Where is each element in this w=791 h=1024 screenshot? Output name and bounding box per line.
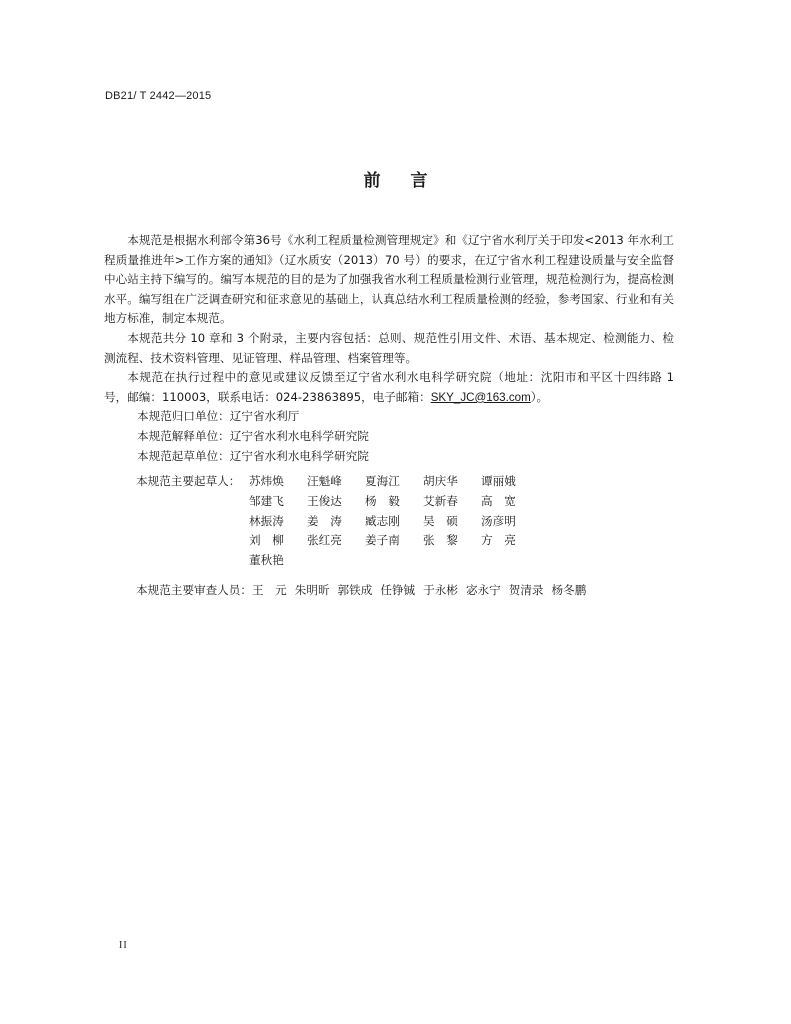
drafter-name: 汪魁峰 (307, 474, 342, 488)
drafter-name: 汤彦明 (481, 513, 516, 528)
reviewer-name: 宓永宁 (465, 583, 501, 597)
reviewer-name: 于永彬 (423, 583, 458, 597)
reviewers-section (136, 581, 594, 601)
reviewer-name: 朱明昕 (294, 583, 330, 597)
unit-interpreting: 本规范解释单位：辽宁省水利水电科学研究院 (137, 428, 369, 443)
reviewer-name: 杨冬鹏 (551, 583, 587, 597)
drafter-name: 张 黎 (423, 533, 458, 548)
standard-code: DB21/ T 2442—2015 (105, 90, 212, 102)
drafter-name: 姜 涛 (307, 513, 342, 528)
drafter-name: 林振涛 (249, 513, 284, 528)
unit-drafting: 本规范起草单位：辽宁省水利水电科学研究院 (137, 448, 369, 463)
feedback-text: 本规范在执行过程中的意见或建议反馈至辽宁省水利水电科学研究院（地址：沈阳市和平区十四纬路 1 号，邮编：110003，联系电话：024-23863895，电子邮箱： (104, 370, 674, 404)
reviewer-name: 郭铁成 (337, 583, 373, 597)
drafter-name: 苏炜焕 (249, 474, 284, 488)
page-title: 前 言 (363, 171, 440, 191)
drafter-name: 刘 柳 (249, 533, 284, 548)
reviewer-name: 王 元 (251, 583, 287, 597)
drafter-name: 姜子南 (365, 533, 400, 548)
drafter-name: 艾新春 (423, 493, 458, 508)
drafter-name: 杨 毅 (365, 493, 400, 508)
paragraph-contents: 本规范共分 10 章和 3 个附录，主要内容包括：总则、规范性引用文件、术语、基本规定、检测能力、检测流程、技术资料管理、见证管理、样品管理、档案管理等。 (104, 330, 674, 365)
drafters-label: 本规范主要起草人： (136, 474, 241, 488)
drafter-name: 夏海江 (365, 474, 400, 488)
feedback-suffix: ）。 (530, 389, 549, 404)
drafter-name: 方 亮 (481, 533, 516, 548)
email-link[interactable]: SKY_JC@163.com (430, 390, 531, 404)
drafters-list (249, 472, 539, 571)
reviewers-list (252, 583, 594, 597)
drafter-name: 张红亮 (307, 533, 342, 548)
drafter-name: 王俊达 (307, 493, 342, 508)
reviewer-name: 任铮铖 (380, 583, 416, 597)
drafter-name: 臧志刚 (365, 513, 400, 528)
paragraph-feedback (104, 368, 674, 407)
drafter-name: 邹建飞 (249, 493, 284, 508)
page-number: II (119, 940, 128, 951)
drafter-name: 谭丽娥 (481, 474, 516, 488)
drafter-name: 胡庆华 (423, 474, 458, 488)
reviewer-name: 贺清录 (508, 583, 544, 597)
drafter-name: 高 宽 (481, 493, 516, 508)
unit-responsible: 本规范归口单位：辽宁省水利厅 (137, 409, 300, 424)
reviewers-label: 本规范主要审查人员： (136, 583, 252, 597)
drafter-name: 吴 硕 (423, 513, 458, 528)
preface-body (104, 231, 674, 466)
paragraph-basis: 本规范是根据水利部令第36号《水利工程质量检测管理规定》和《辽宁省水利厅关于印发<2013 年水利工程质量推进年>工作方案的通知》（辽水质安（2013）70 号）的要求，在辽宁省水利工程建设质量与安全监督中心站主持下编写的。编写本规范的目的是为了加强我省水利工程质量检测行业管理，规范检测行为，提高检测水平。编写组在广泛调查研究和征求意见的基础上，认真总结水利工程质量检测的经验，参考国家、行业和有关地方标准，制定本规范。 (104, 233, 674, 326)
drafter-name: 董秋艳 (249, 553, 284, 568)
